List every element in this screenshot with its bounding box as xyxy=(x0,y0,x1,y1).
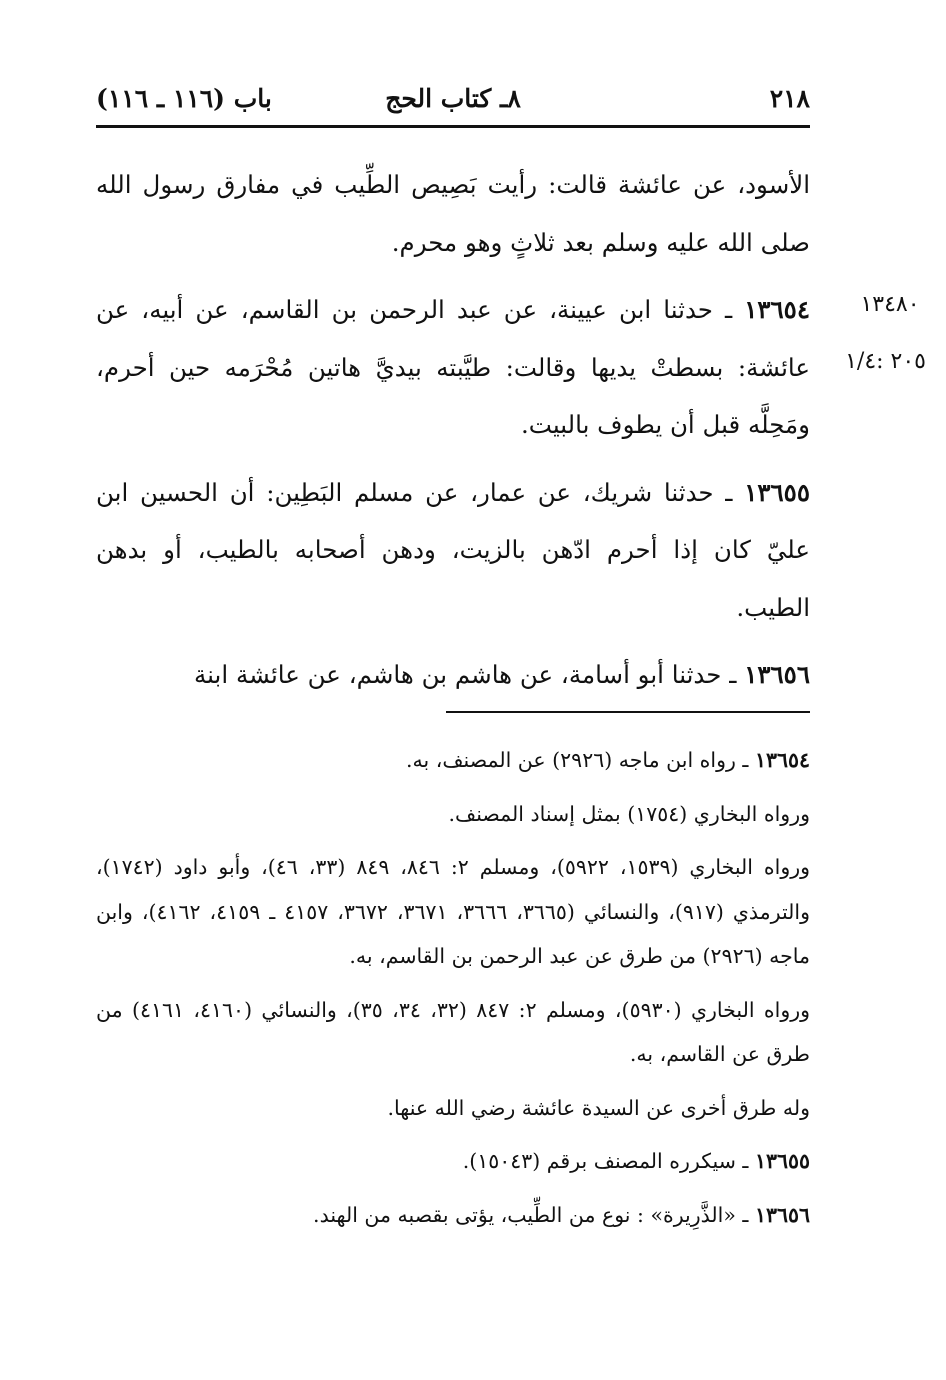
paragraph-text: ـ حدثنا ابن عيينة، عن عبد الرحمن بن القاسم، عن أبيه، عن عائشة: بسطتْ يديها وقالت: طيَّبته بيديَّ هاتين مُحْرَمه حين أحرم، ومَحِلَّه قبل أن يطوف بالبيت. xyxy=(96,295,810,439)
page-header xyxy=(96,80,810,120)
margin-ref-2: ٢٠٥ :١/٤ xyxy=(845,349,926,374)
footnote-number: ١٣٦٥٥ xyxy=(754,1149,810,1173)
footnotes xyxy=(96,738,810,1246)
footnote-text: ورواه البخاري (٥٩٣٠)، ومسلم ٢: ٨٤٧ (٣٢، ٣٤، ٣٥)، والنسائي (٤١٦٠، ٤١٦١) من طرق عن القاسم، به. xyxy=(96,997,811,1066)
footnote xyxy=(96,792,810,837)
paragraph-text: ـ حدثنا أبو أسامة، عن هاشم بن هاشم، عن عائشة ابنة xyxy=(194,660,745,689)
footnote-text: ورواه البخاري (١٥٣٩، ٥٩٢٢)، ومسلم ٢: ٨٤٦، ٨٤٩ (٣٣، ٤٦)، وأبو داود (١٧٤٢)، والترمذي (٩١٧)، والنسائي (٣٦٦٥، ٣٦٦٦، ٣٦٧١، ٣٦٧٢، ٤١٥٧ ـ ٤١٥٩، ٤١٦٢)، وابن ماجه (٢٩٢٦) من طرق عن عبد الرحمن بن القاسم، به. xyxy=(96,855,811,968)
book-title: ٨ـ كتاب الحج xyxy=(385,84,521,113)
footnote xyxy=(96,738,810,783)
footnote xyxy=(96,1139,810,1184)
margin-ref-1: ١٣٤٨٠ xyxy=(860,292,920,317)
footnote-text: ـ رواه ابن ماجه (٢٩٢٦) عن المصنف، به. xyxy=(405,748,755,772)
hadith-number: ١٣٦٥٥ xyxy=(744,477,810,507)
hadith-number: ١٣٦٥٦ xyxy=(744,660,810,689)
hadith-number: ١٣٦٥٤ xyxy=(744,295,810,324)
paragraph-text: ـ حدثنا شريك، عن عمار، عن مسلم البَطِين: أن الحسين ابن عليّ كان إذا أحرم ادّهن بالزيت، ودهن أصحابه بالطيب، أو بدهن الطيب. xyxy=(96,477,810,622)
header-rule xyxy=(96,125,810,128)
footnote xyxy=(96,845,810,979)
footnote xyxy=(96,988,810,1077)
footnote xyxy=(96,1086,810,1131)
paragraph xyxy=(96,464,810,637)
chapter-title: باب (١١٦ ـ ١١٦) xyxy=(96,84,272,113)
paragraph xyxy=(96,281,810,454)
footnote-rule xyxy=(446,711,810,713)
footnote-text: ورواه البخاري (١٧٥٤) بمثل إسناد المصنف. xyxy=(448,801,810,826)
paragraph-text: الأسود، عن عائشة قالت: رأيت بَصِيص الطِّيب في مفارق رسول الله صلى الله عليه وسلم بعد ثلاثٍ وهو محرم. xyxy=(96,170,810,257)
paragraph xyxy=(96,646,810,704)
footnote xyxy=(96,1193,810,1238)
footnote-number: ١٣٦٥٦ xyxy=(754,1202,810,1227)
page-number: ٢١٨ xyxy=(769,84,810,113)
footnote-text: ـ سيكرره المصنف برقم (١٥٠٤٣). xyxy=(462,1149,755,1173)
main-text xyxy=(96,156,810,714)
footnote-text: ـ «الذَّرِيرة» : نوع من الطِّيب، يؤتى بقصبه من الهند. xyxy=(313,1202,755,1227)
footnote-number: ١٣٦٥٤ xyxy=(754,748,810,772)
footnote-text: وله طرق أخرى عن السيدة عائشة رضي الله عنها. xyxy=(387,1095,810,1120)
paragraph xyxy=(96,156,810,271)
